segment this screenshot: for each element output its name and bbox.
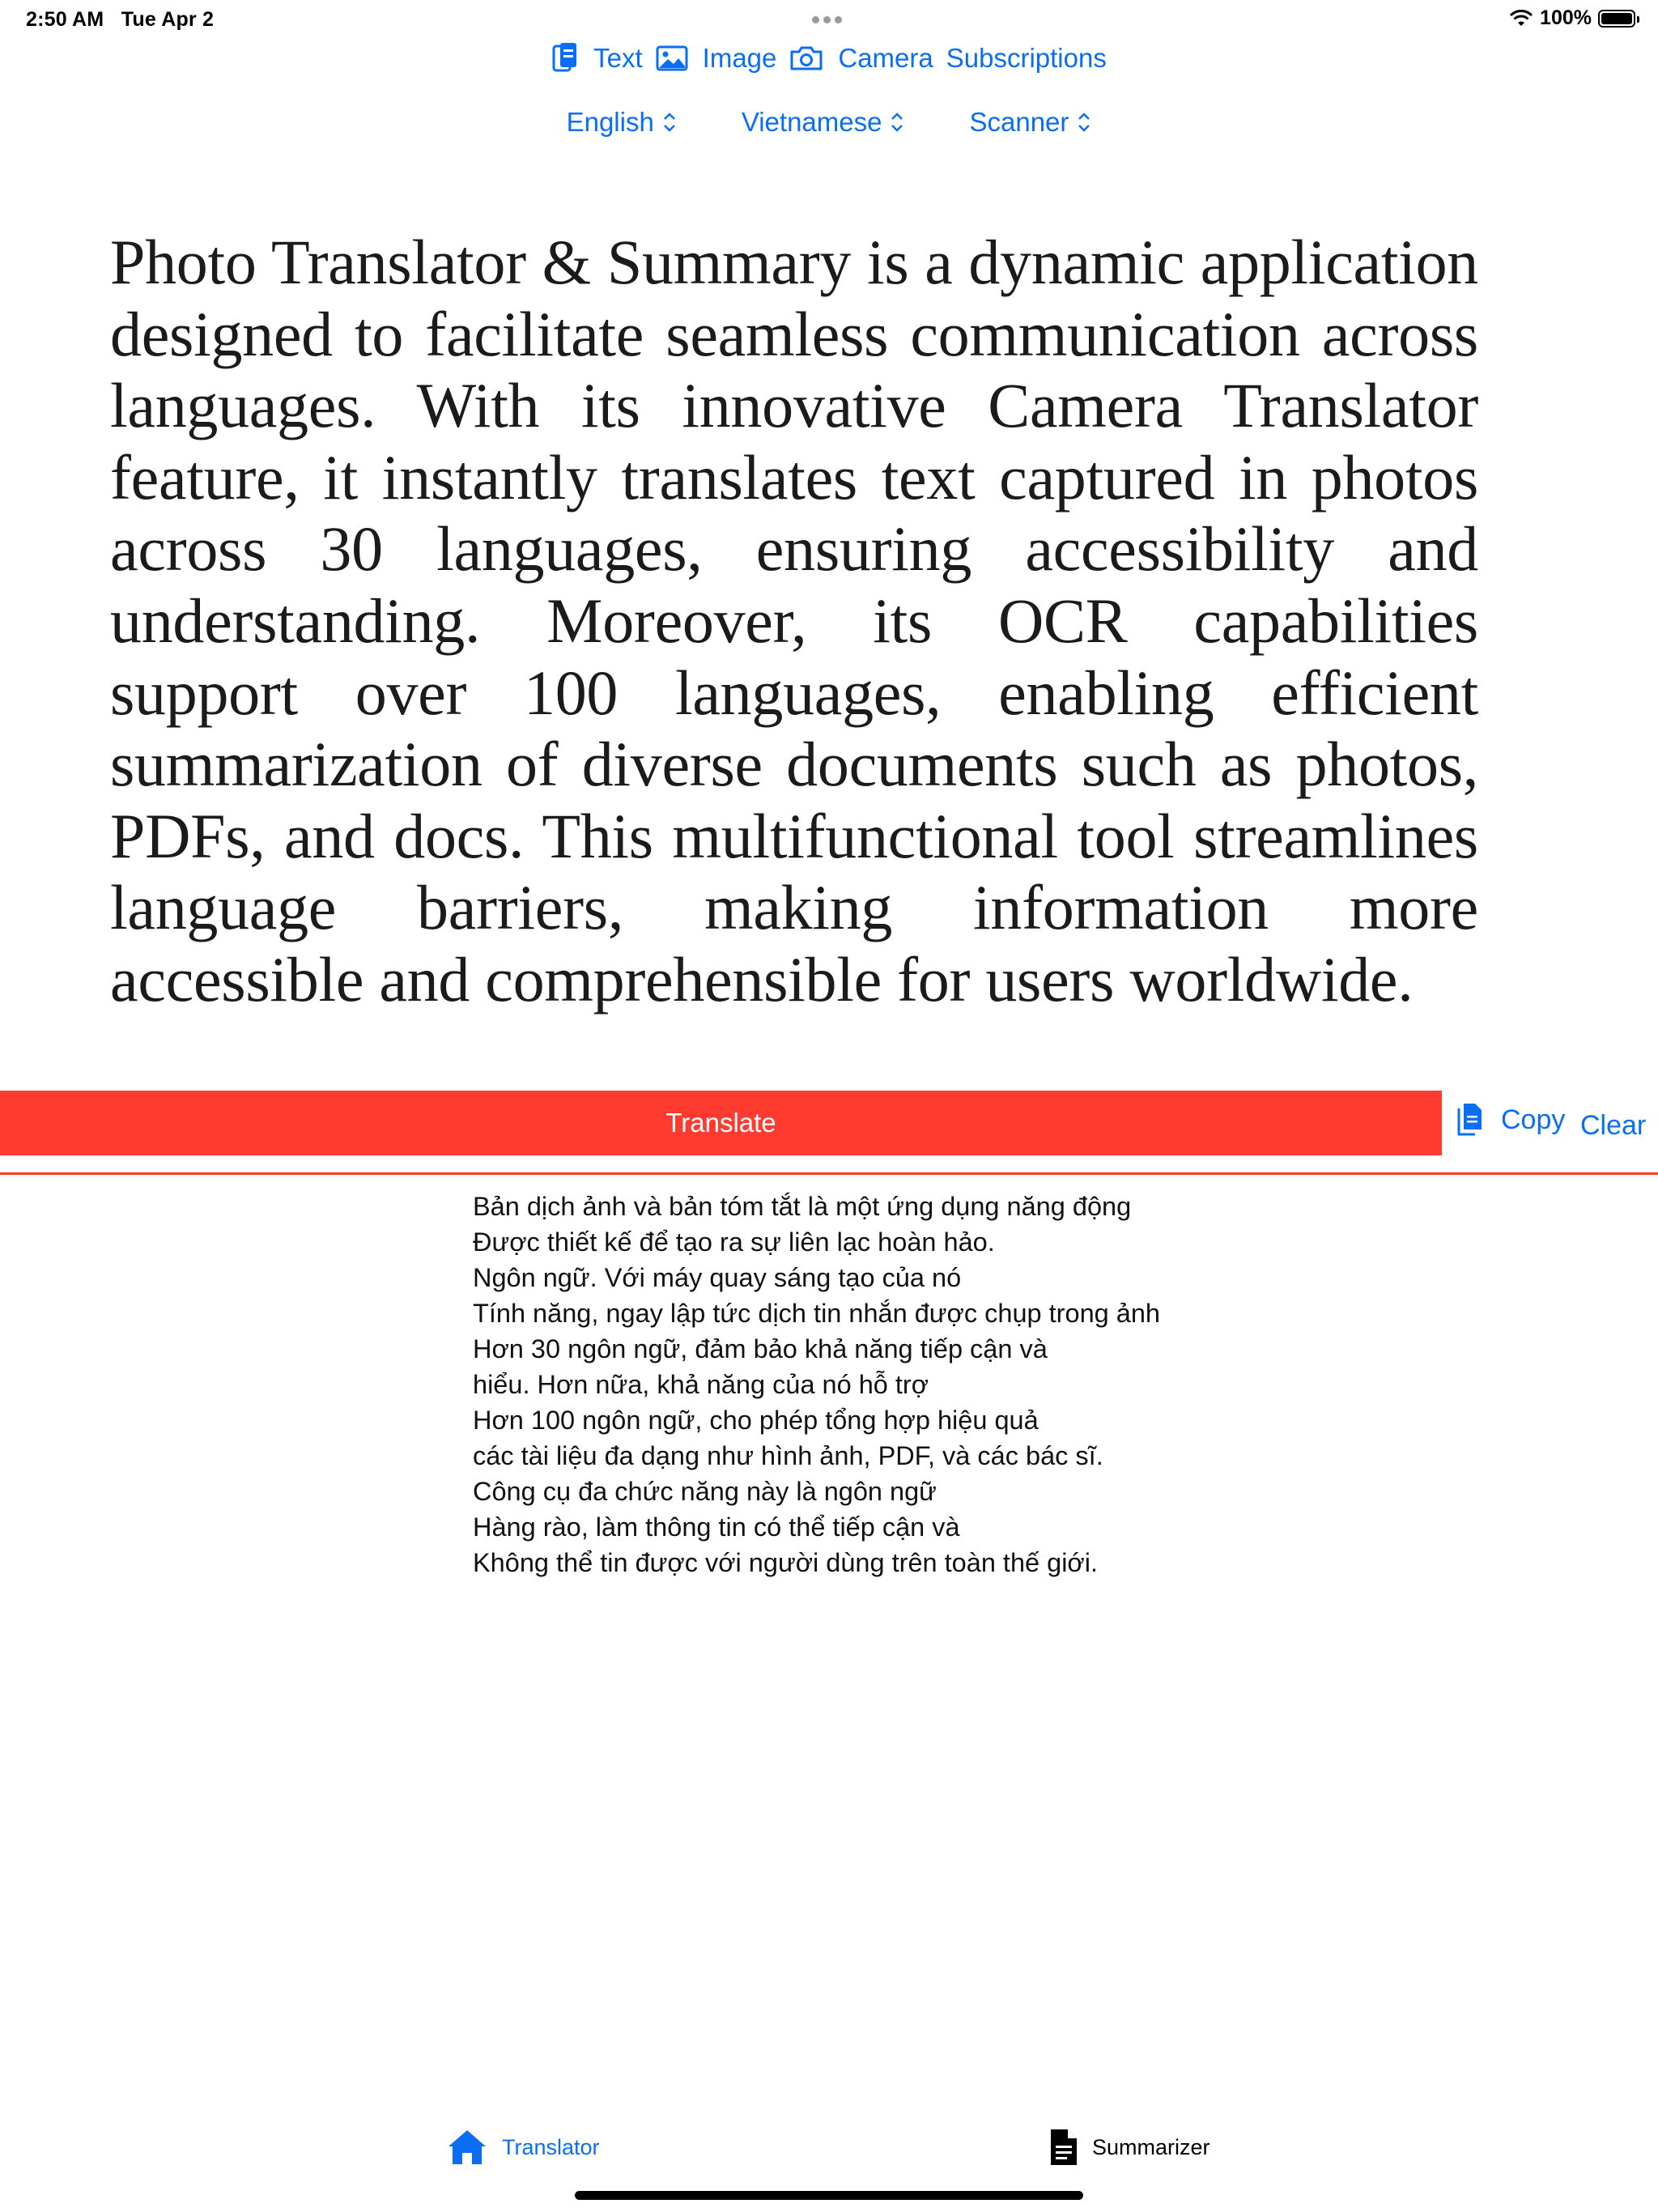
tab-translator[interactable] (445, 2128, 600, 2167)
battery-icon (1598, 10, 1635, 28)
mode-selector (0, 37, 1658, 79)
home-icon (445, 2128, 489, 2167)
tab-summarizer[interactable] (1048, 2128, 1210, 2167)
copy-label: Copy (1501, 1104, 1566, 1135)
output-line: Ngôn ngữ. Với máy quay sáng tạo của nó (473, 1263, 962, 1292)
output-line: Tính năng, ngay lập tức dịch tin nhắn được chụp trong ảnh (473, 1299, 1160, 1328)
document-icon (1048, 2128, 1079, 2167)
target-language-label: Vietnamese (741, 107, 882, 137)
wifi-icon (1509, 10, 1533, 28)
output-line: Được thiết kế để tạo ra sự liên lạc hoàn hảo. (473, 1227, 995, 1257)
divider (0, 1172, 1658, 1175)
chevron-up-down-icon (1077, 111, 1091, 134)
source-language-label: English (566, 107, 654, 137)
source-language-picker[interactable] (567, 102, 677, 143)
output-line: Hơn 100 ngôn ngữ, cho phép tổng hợp hiệu quả (473, 1406, 1039, 1435)
mode-text-label: Text (593, 43, 643, 73)
mode-camera-label: Camera (838, 43, 933, 73)
mode-image-button[interactable] (656, 43, 777, 74)
camera-icon (789, 45, 823, 71)
tab-bar (0, 2105, 1658, 2202)
output-line: Bản dịch ảnh và bản tóm tắt là một ứng dụng năng động (473, 1192, 1132, 1221)
target-language-picker[interactable] (742, 102, 905, 143)
action-row (0, 1091, 1658, 1155)
chevron-up-down-icon (890, 111, 904, 134)
output-line: các tài liệu đa dạng như hình ảnh, PDF, và các bác sĩ. (473, 1441, 1103, 1470)
paste-text-icon (551, 41, 579, 75)
translate-button[interactable]: Translate (0, 1091, 1442, 1155)
status-time (26, 8, 214, 32)
engine-label: Scanner (969, 107, 1069, 137)
translation-output (473, 1189, 1282, 1580)
tab-summarizer-label: Summarizer (1092, 2134, 1210, 2159)
subscriptions-label: Subscriptions (946, 43, 1107, 73)
output-line: Hơn 30 ngôn ngữ, đảm bảo khả năng tiếp cận và (473, 1334, 1048, 1363)
subscriptions-button[interactable] (946, 43, 1107, 74)
output-line: Hàng rào, làm thông tin có thể tiếp cận và (473, 1512, 960, 1542)
mode-text-button[interactable] (551, 41, 643, 75)
output-line: Không thể tin được với người dùng trên toàn thế giới. (473, 1548, 1098, 1577)
multitasking-dots-icon[interactable] (812, 13, 846, 23)
time-label: 2:50 AM (26, 8, 104, 31)
language-selectors (0, 102, 1658, 143)
output-line: Công cụ đa chức năng này là ngôn ngữ (473, 1477, 937, 1506)
output-line: hiểu. Hơn nữa, khả năng của nó hỗ trợ (473, 1370, 929, 1399)
chevron-up-down-icon (662, 111, 677, 134)
home-indicator (575, 2191, 1083, 2200)
tab-translator-label: Translator (502, 2134, 600, 2159)
copy-icon (1456, 1102, 1483, 1138)
mode-camera-button[interactable] (789, 43, 933, 74)
status-indicators (1509, 6, 1635, 30)
copy-button[interactable] (1456, 1102, 1565, 1138)
engine-picker[interactable] (969, 102, 1091, 143)
clear-button[interactable]: Clear (1580, 1110, 1647, 1141)
mode-image-label: Image (702, 43, 777, 73)
date-label: Tue Apr 2 (121, 8, 215, 31)
image-icon (656, 45, 688, 71)
battery-percent: 100% (1540, 6, 1592, 29)
status-bar (0, 0, 1658, 39)
source-text-image: Photo Translator & Summary is a dynamic application designed to facilitate seamless communication across languages. With its innovative Camera Translator feature, it instantly translates text captured in photos across 30 languages, ensuring accessibility and understanding. Moreover, its OCR capabilities support over 100 languages, enabling efficient summarization of diverse documents such as photos, PDFs, and docs. This multifunctional tool streamlines language barriers, making information more accessible and comprehensible for users worldwide. (110, 227, 1478, 1015)
